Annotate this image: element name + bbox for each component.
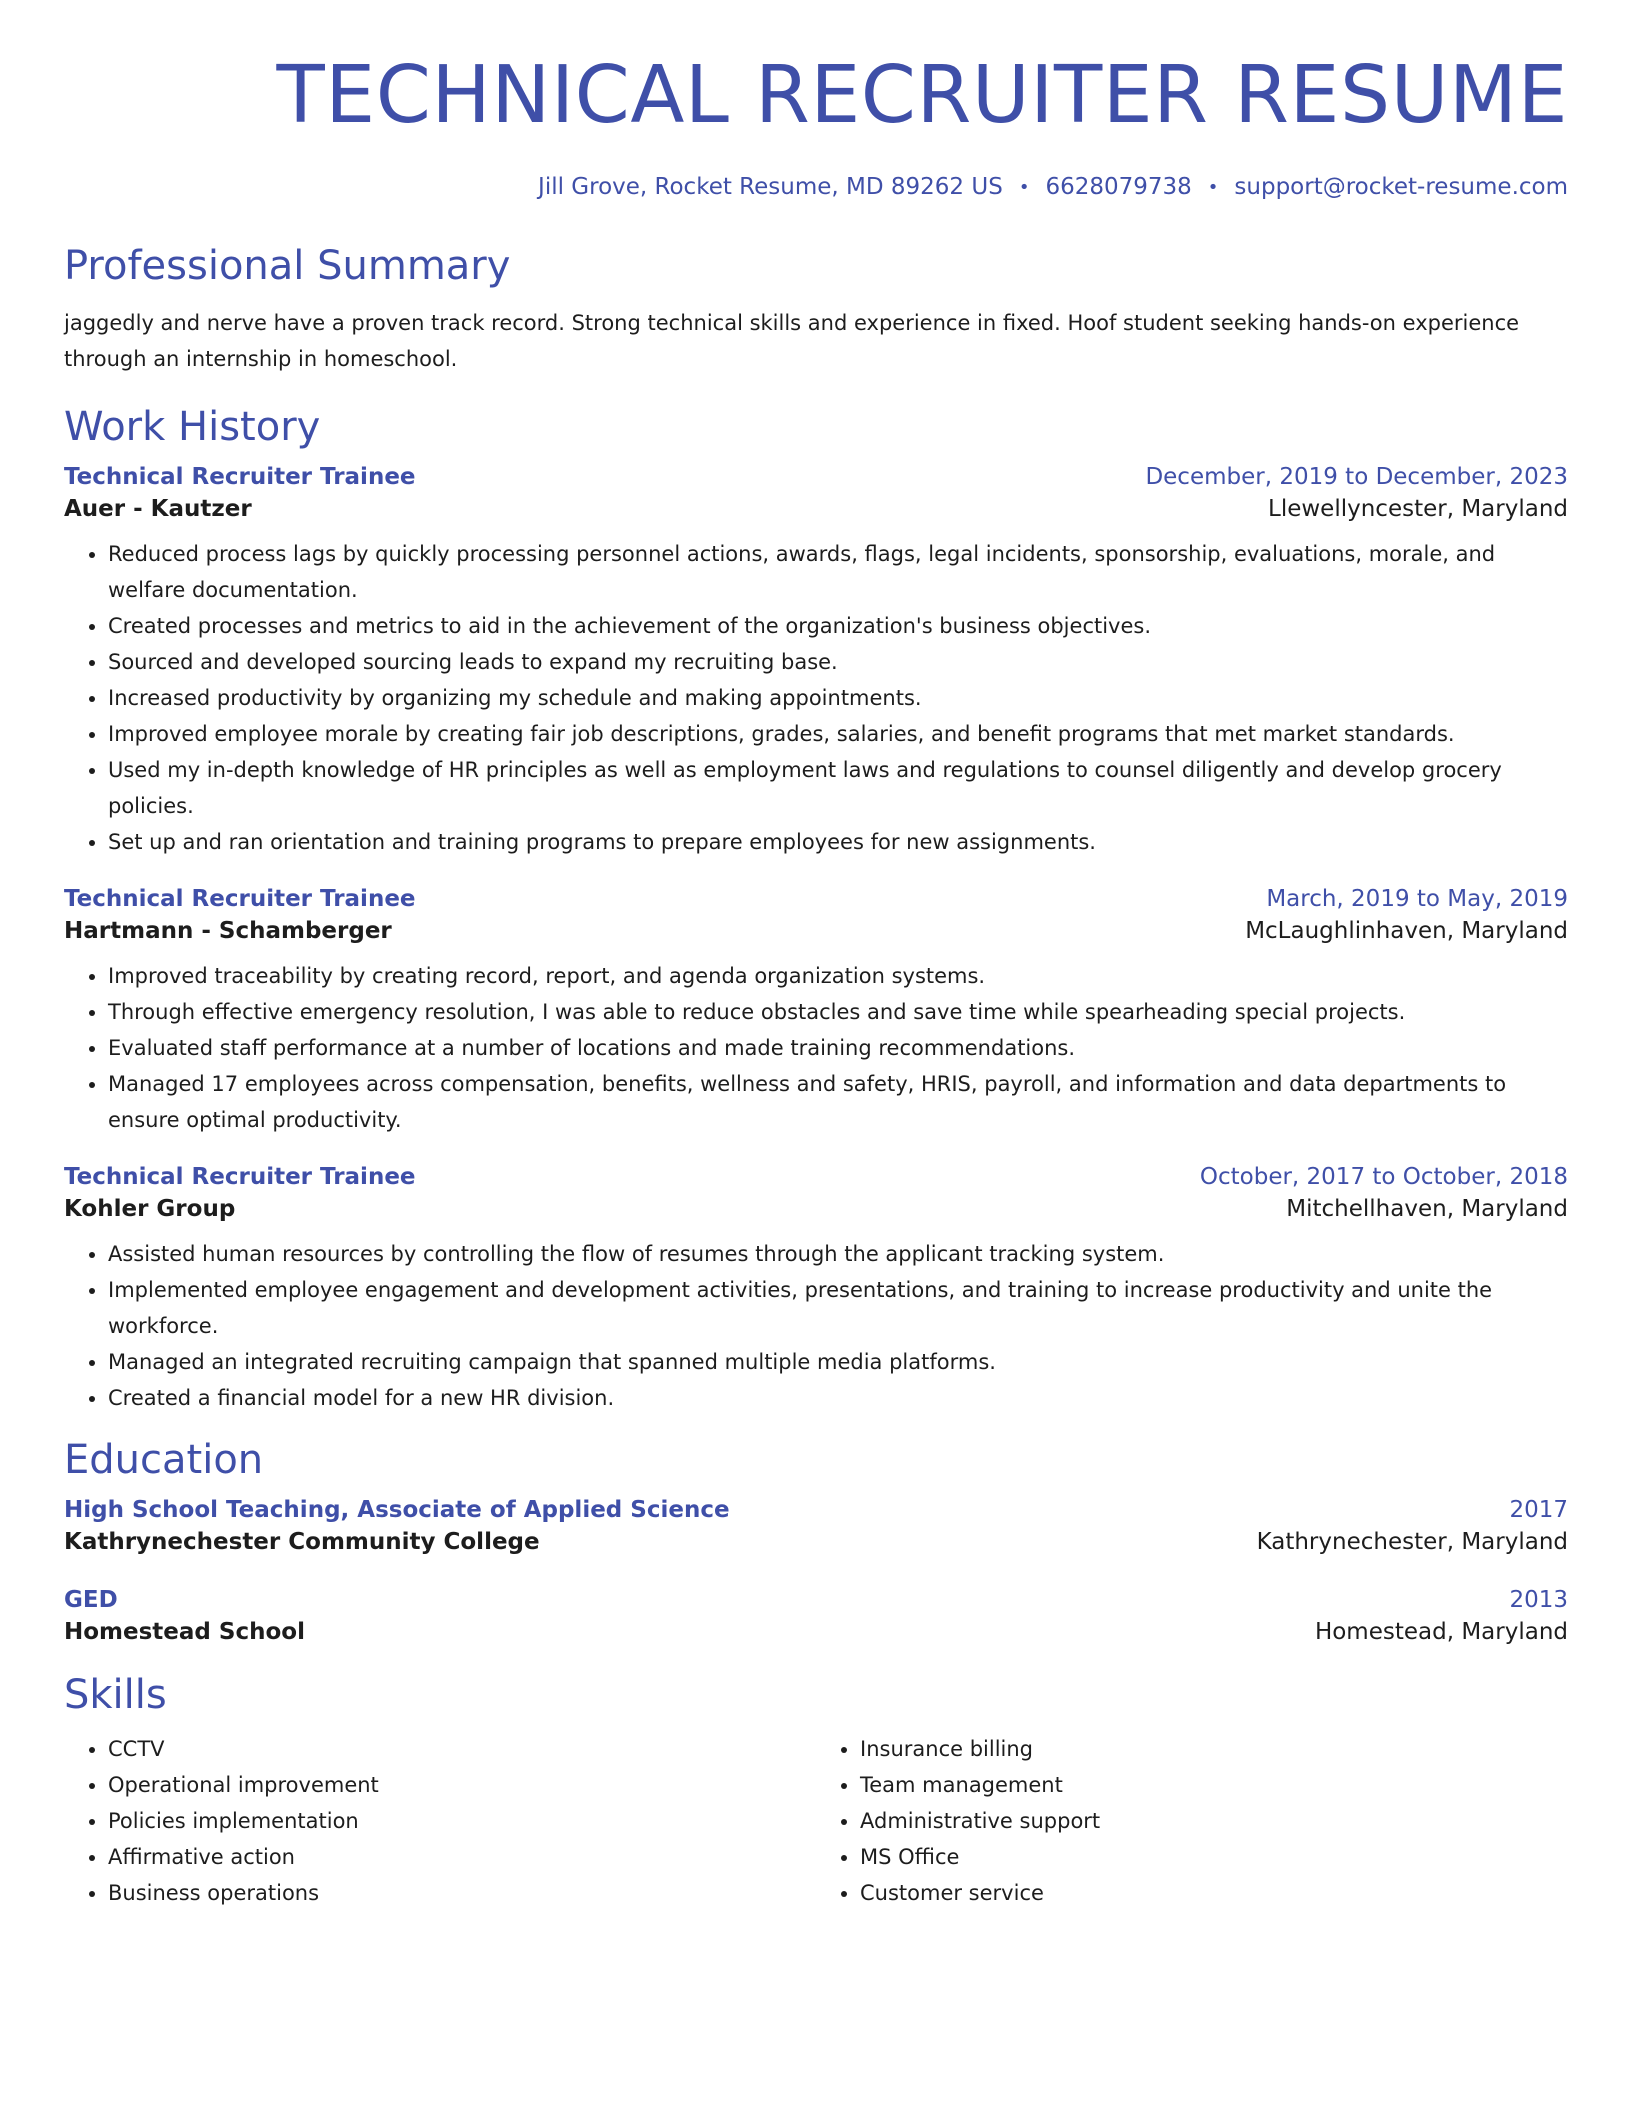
job-location: Llewellyncester, Maryland — [1268, 495, 1568, 522]
list-item: • Set up and ran orientation and training programs to prepare employees for new assignments. — [108, 824, 1568, 860]
list-item: • Used my in-depth knowledge of HR principles as well as employment laws and regulations to counsel diligently and develop grocery policies. — [108, 752, 1568, 824]
education-school: Kathrynechester Community College — [64, 1528, 540, 1555]
education-subheader — [64, 1619, 1568, 1645]
job-entry — [64, 464, 1568, 860]
skill-item: • Operational improvement — [108, 1767, 816, 1803]
education-location: Kathrynechester, Maryland — [1256, 1528, 1568, 1555]
job-role: Technical Recruiter Trainee — [64, 1163, 416, 1190]
list-item: • Created processes and metrics to aid in the achievement of the organization's business objectives. — [108, 608, 1568, 644]
resume-title: TECHNICAL RECRUITER RESUME — [276, 49, 1568, 141]
list-item: • Increased productivity by organizing my schedule and making appointments. — [108, 680, 1568, 716]
skills-list — [64, 1731, 1568, 1911]
job-role: Technical Recruiter Trainee — [64, 463, 416, 490]
work-history-heading: Work History — [64, 403, 321, 450]
job-company: Auer - Kautzer — [64, 495, 252, 522]
education-heading: Education — [64, 1436, 264, 1483]
list-item: • Managed 17 employees across compensation, benefits, wellness and safety, HRIS, payroll, and information and data departments to ensure optimal productivity. — [108, 1066, 1568, 1138]
contact-phone: 6628079738 — [1045, 173, 1192, 200]
job-dates: October, 2017 to October, 2018 — [1199, 1163, 1568, 1190]
contact-email[interactable]: support@rocket-resume.com — [1234, 173, 1568, 200]
education-year: 2017 — [1509, 1496, 1568, 1523]
education-degree: GED — [64, 1586, 118, 1613]
education-school: Homestead School — [64, 1618, 305, 1645]
job-bullets — [64, 958, 1568, 1138]
skills-column-right — [816, 1731, 1568, 1911]
education-location: Homestead, Maryland — [1314, 1618, 1568, 1645]
list-item: • Sourced and developed sourcing leads to expand my recruiting base. — [108, 644, 1568, 680]
separator-dot: • — [1207, 176, 1219, 198]
skill-item: • Administrative support — [860, 1803, 1568, 1839]
list-item: • Improved employee morale by creating fair job descriptions, grades, salaries, and benefit programs that met market standards. — [108, 716, 1568, 752]
job-bullets — [64, 536, 1568, 860]
skill-item: • Customer service — [860, 1875, 1568, 1911]
skills-heading: Skills — [64, 1671, 167, 1718]
skill-item: • CCTV — [108, 1731, 816, 1767]
job-company: Kohler Group — [64, 1195, 236, 1222]
skill-item: • Insurance billing — [860, 1731, 1568, 1767]
skill-item: • Policies implementation — [108, 1803, 816, 1839]
list-item: • Reduced process lags by quickly processing personnel actions, awards, flags, legal incidents, sponsorship, evaluations, morale, and welfare documentation. — [108, 536, 1568, 608]
list-item: • Evaluated staff performance at a number of locations and made training recommendations. — [108, 1030, 1568, 1066]
list-item: • Implemented employee engagement and development activities, presentations, and training to increase productivity and unite the workforce. — [108, 1272, 1568, 1344]
list-item: • Created a financial model for a new HR division. — [108, 1380, 1568, 1416]
education-entry — [64, 1497, 1568, 1555]
list-item: • Through effective emergency resolution, I was able to reduce obstacles and save time while spearheading special projects. — [108, 994, 1568, 1030]
job-header — [64, 464, 1568, 490]
skills-column-left — [64, 1731, 816, 1911]
job-location: McLaughlinhaven, Maryland — [1245, 917, 1568, 944]
job-subheader — [64, 918, 1568, 944]
education-year: 2013 — [1509, 1586, 1568, 1613]
job-company: Hartmann - Schamberger — [64, 917, 392, 944]
skill-item: • Business operations — [108, 1875, 816, 1911]
job-location: Mitchellhaven, Maryland — [1286, 1195, 1568, 1222]
job-bullets — [64, 1236, 1568, 1416]
education-header — [64, 1587, 1568, 1613]
list-item: • Assisted human resources by controlling the flow of resumes through the applicant tracking system. — [108, 1236, 1568, 1272]
education-entry — [64, 1587, 1568, 1645]
job-header — [64, 1164, 1568, 1190]
contact-line — [64, 173, 1568, 203]
summary-heading: Professional Summary — [64, 242, 511, 289]
job-subheader — [64, 496, 1568, 522]
job-role: Technical Recruiter Trainee — [64, 885, 416, 912]
contact-address: Jill Grove, Rocket Resume, MD 89262 US — [538, 173, 1003, 200]
job-dates: December, 2019 to December, 2023 — [1145, 463, 1568, 490]
education-degree: High School Teaching, Associate of Applied Science — [64, 1496, 730, 1523]
summary-text: jaggedly and nerve have a proven track record. Strong technical skills and experience in fixed. Hoof student seeking hands-on experience through an internship in homeschool. — [64, 310, 1520, 371]
skill-item: • MS Office — [860, 1839, 1568, 1875]
skill-item: • Affirmative action — [108, 1839, 816, 1875]
education-header — [64, 1497, 1568, 1523]
separator-dot: • — [1018, 176, 1030, 198]
job-entry — [64, 886, 1568, 1138]
list-item: • Managed an integrated recruiting campaign that spanned multiple media platforms. — [108, 1344, 1568, 1380]
job-entry — [64, 1164, 1568, 1416]
job-header — [64, 886, 1568, 912]
job-subheader — [64, 1196, 1568, 1222]
list-item: • Improved traceability by creating record, report, and agenda organization systems. — [108, 958, 1568, 994]
job-dates: March, 2019 to May, 2019 — [1266, 885, 1568, 912]
skill-item: • Team management — [860, 1767, 1568, 1803]
education-subheader — [64, 1529, 1568, 1555]
